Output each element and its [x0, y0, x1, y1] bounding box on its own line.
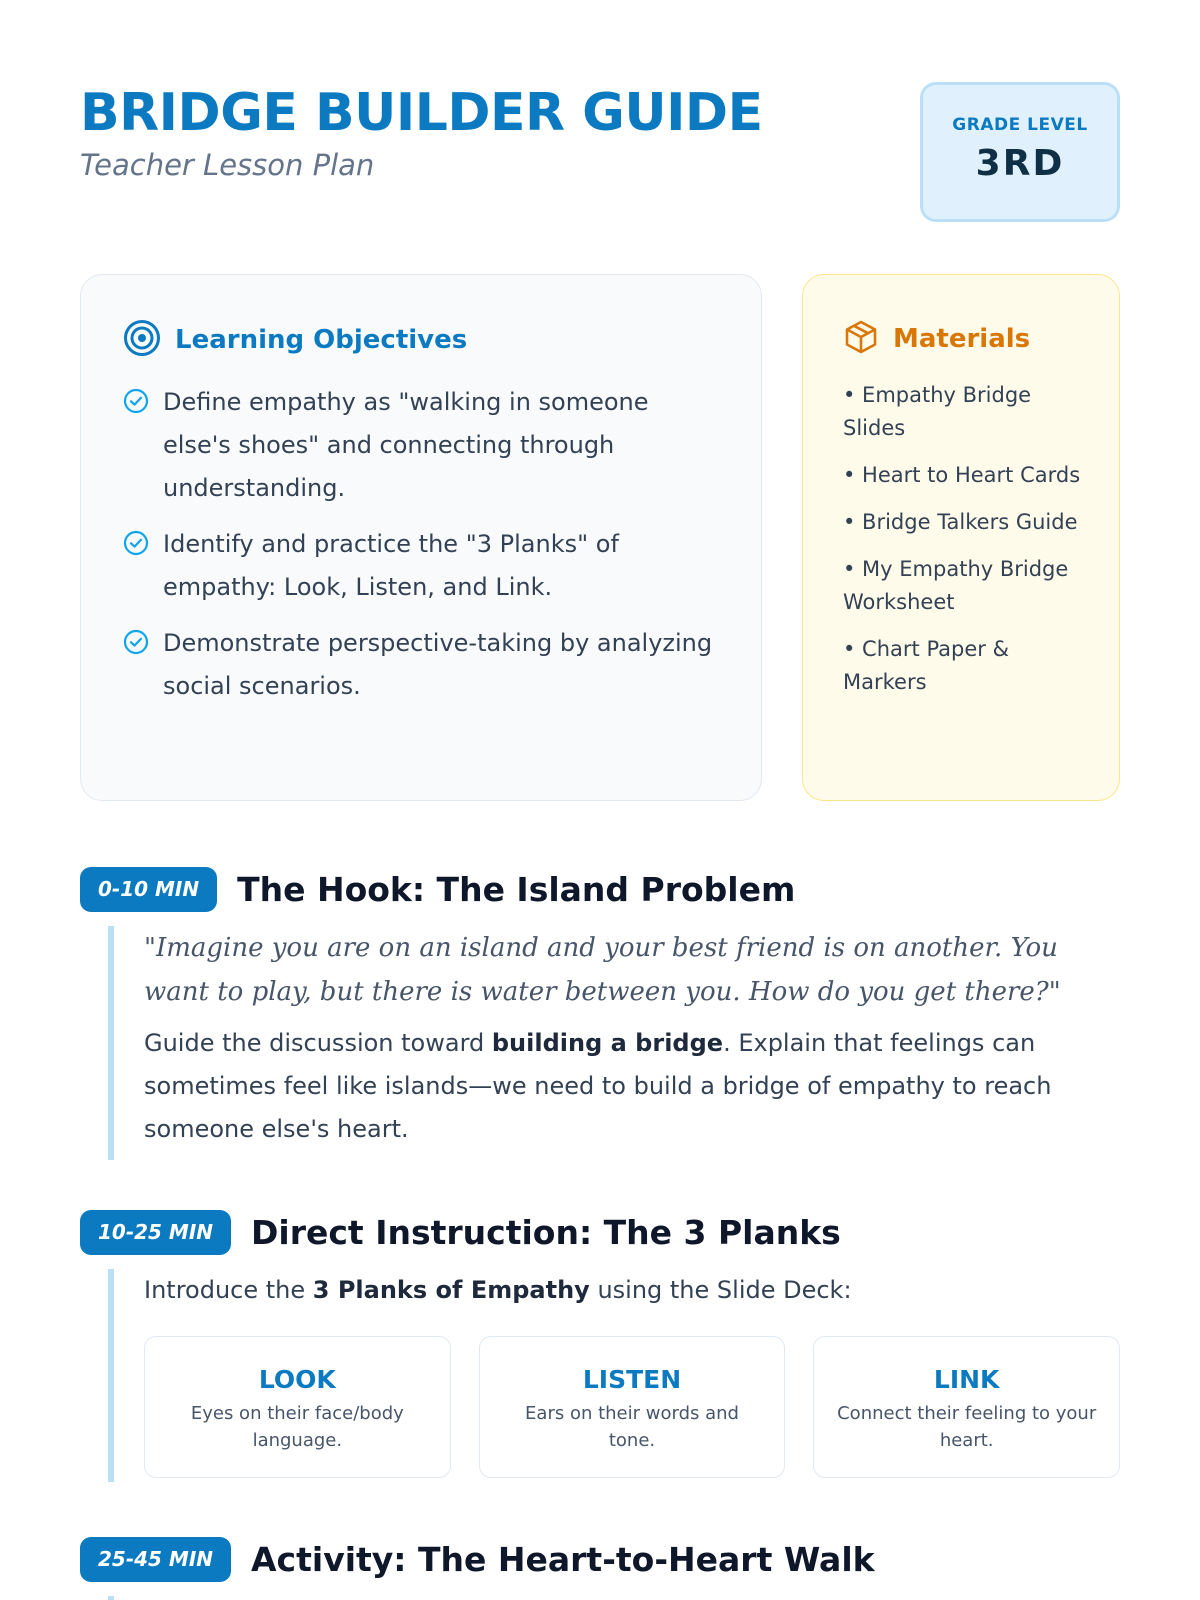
objective-text: Identify and practice the "3 Planks" of empathy: Look, Listen, and Link.	[163, 530, 619, 601]
time-badge: 25-45 MIN	[80, 1537, 231, 1582]
plank-card-link	[813, 1336, 1120, 1478]
material-item: • Heart to Heart Cards	[843, 463, 1081, 487]
plank-description: Ears on their words and tone.	[525, 1403, 739, 1451]
grade-level-label: GRADE LEVEL	[952, 115, 1088, 135]
target-icon	[123, 319, 161, 361]
check-circle-icon	[123, 530, 149, 609]
hook-paragraph: Guide the discussion toward building a bridge. Explain that feelings can sometimes feel like islands—we need to build a bridge of empathy to reach someone else's heart.	[144, 1029, 1052, 1143]
material-item: • My Empathy Bridge Worksheet	[843, 557, 1069, 614]
emphasis-text: building a bridge	[491, 1029, 724, 1057]
objectives-list	[123, 381, 721, 708]
grade-level-badge	[920, 82, 1120, 222]
page-title: BRIDGE BUILDER GUIDE	[80, 83, 763, 143]
box-icon	[843, 319, 879, 359]
plank-description: Eyes on their face/body language.	[190, 1403, 404, 1451]
section-header	[80, 866, 1120, 912]
page-header	[80, 80, 1120, 225]
section-body	[108, 926, 1120, 1160]
plank-description: Connect their feeling to your heart.	[837, 1403, 1097, 1451]
check-circle-icon	[123, 629, 149, 708]
section-title: The Hook: The Island Problem	[237, 869, 796, 909]
learning-objectives-card	[80, 274, 762, 801]
objective-item	[123, 622, 721, 708]
section-header	[80, 1536, 1120, 1582]
materials-card	[802, 274, 1120, 801]
grade-level-value: 3RD	[975, 143, 1065, 184]
planks-row	[144, 1336, 1120, 1478]
materials-title: Materials	[893, 324, 1031, 354]
planks-intro: Introduce the 3 Planks of Empathy using the Slide Deck:	[144, 1276, 852, 1304]
plank-name: LINK	[933, 1365, 1000, 1394]
page-subtitle: Teacher Lesson Plan	[80, 148, 375, 182]
objective-text: Demonstrate perspective-taking by analyzing social scenarios.	[163, 629, 713, 700]
plank-name: LISTEN	[582, 1365, 682, 1394]
plank-name: LOOK	[258, 1365, 336, 1394]
section-activity	[80, 1536, 1120, 1600]
section-body	[108, 1596, 1120, 1600]
objective-item	[123, 523, 721, 609]
time-badge: 10-25 MIN	[80, 1210, 231, 1255]
section-title: Activity: The Heart-to-Heart Walk	[251, 1539, 875, 1579]
time-badge: 0-10 MIN	[80, 867, 217, 912]
learning-objectives-title: Learning Objectives	[175, 325, 468, 355]
hook-quote: "Imagine you are on an island and your best friend is on another. You want to play, but there is water between you. How do you get there?"	[144, 933, 1061, 1007]
materials-header	[843, 319, 1089, 359]
section-body	[108, 1269, 1120, 1482]
material-item: • Bridge Talkers Guide	[843, 510, 1078, 534]
material-item: • Chart Paper & Markers	[843, 637, 1009, 694]
section-hook	[80, 866, 1120, 1160]
section-title: Direct Instruction: The 3 Planks	[251, 1212, 841, 1252]
material-item: • Empathy Bridge Slides	[843, 383, 1032, 440]
plank-card-look	[144, 1336, 451, 1478]
objective-text: Define empathy as "walking in someone else's shoes" and connecting through understanding.	[163, 388, 649, 502]
check-circle-icon	[123, 388, 149, 510]
objective-item	[123, 381, 721, 510]
plank-card-listen	[479, 1336, 786, 1478]
section-direct-instruction	[80, 1209, 1120, 1482]
emphasis-text: 3 Planks of Empathy	[312, 1276, 590, 1304]
section-header	[80, 1209, 1120, 1255]
learning-objectives-header	[123, 319, 721, 361]
materials-list	[843, 379, 1089, 699]
